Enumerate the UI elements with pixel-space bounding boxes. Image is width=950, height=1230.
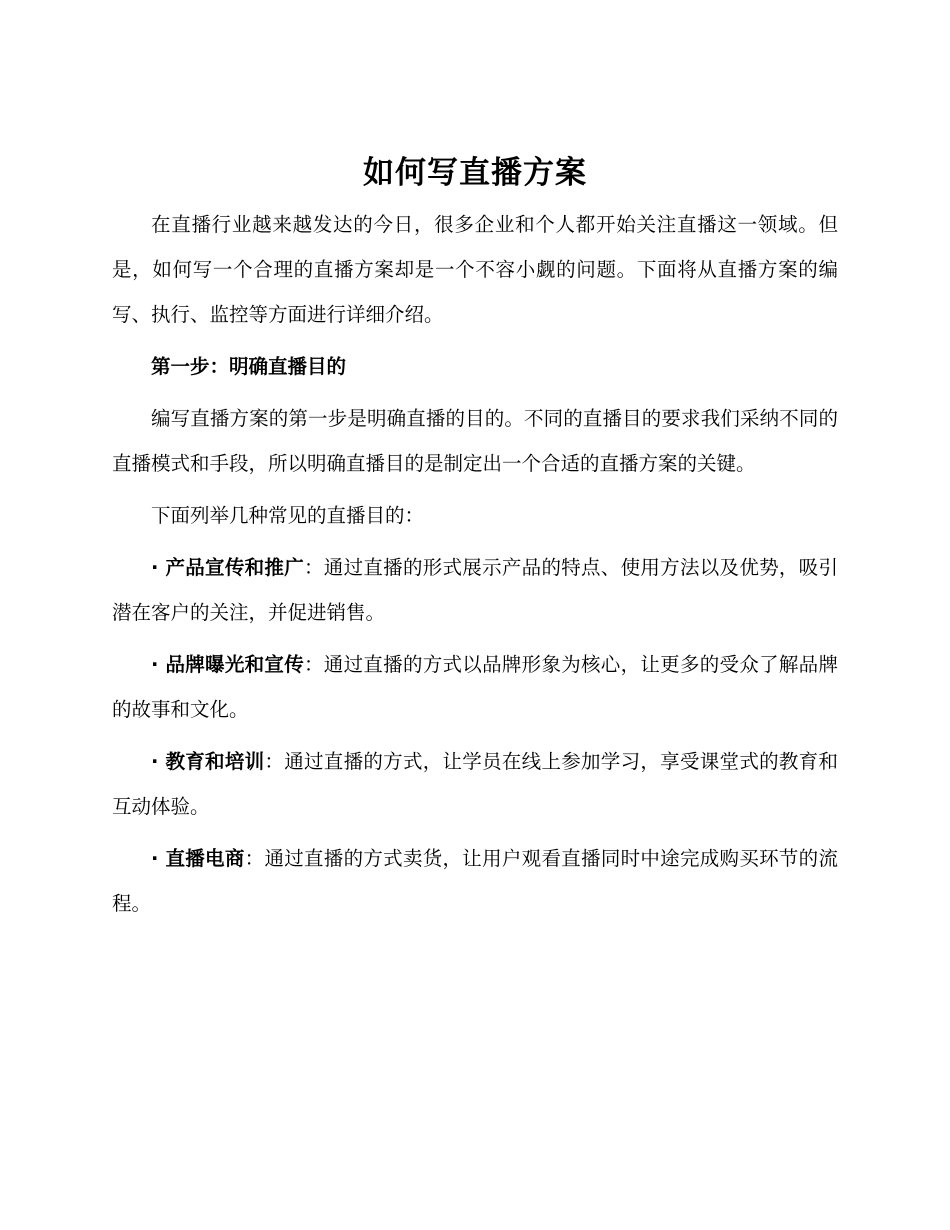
bullet-marker: · <box>151 556 166 579</box>
purpose-list-intro: 下面列举几种常见的直播目的： <box>151 504 425 527</box>
purpose-term: 直播电商 <box>165 847 245 870</box>
purpose-term: 教育和培训 <box>165 750 265 773</box>
purpose-description: 通过直播的方式以品牌形象为核心，让更多的受众了解品牌的故事和文化。 <box>112 653 838 721</box>
purpose-term: 产品宣传和推广 <box>165 556 304 579</box>
list-item <box>112 836 838 926</box>
bullet-marker: · <box>151 750 166 773</box>
purpose-description: 通过直播的方式卖货，让用户观看直播同时中途完成购买环节的流程。 <box>112 847 838 915</box>
list-item <box>112 545 838 635</box>
purpose-separator: ： <box>244 847 265 870</box>
purpose-separator: ： <box>304 653 324 676</box>
purpose-description: 通过直播的方式，让学员在线上参加学习，享受课堂式的教育和互动体验。 <box>112 750 838 818</box>
bullet-marker: · <box>151 653 166 676</box>
bullet-marker: · <box>151 847 166 870</box>
purpose-term: 品牌曝光和宣传 <box>165 653 304 676</box>
step1-paragraph: 编写直播方案的第一步是明确直播的目的。不同的直播目的要求我们采纳不同的直播模式和手段，所以明确直播目的是制定出一个合适的直播方案的关键。 <box>112 407 838 475</box>
purpose-list <box>112 545 838 926</box>
document-title: 如何写直播方案 <box>363 155 587 191</box>
section-heading-step1: 第一步：明确直播目的 <box>151 355 347 378</box>
purpose-description: 通过直播的形式展示产品的特点、使用方法以及优势，吸引潜在客户的关注，并促进销售。 <box>112 556 838 624</box>
purpose-separator: ： <box>304 556 324 579</box>
intro-paragraph: 在直播行业越来越发达的今日，很多企业和个人都开始关注直播这一领域。但是，如何写一个合理的直播方案却是一个不容小觑的问题。下面将从直播方案的编写、执行、监控等方面进行详细介绍。 <box>112 213 838 326</box>
list-item <box>112 642 838 732</box>
list-item <box>112 739 838 829</box>
purpose-separator: ： <box>264 750 285 773</box>
